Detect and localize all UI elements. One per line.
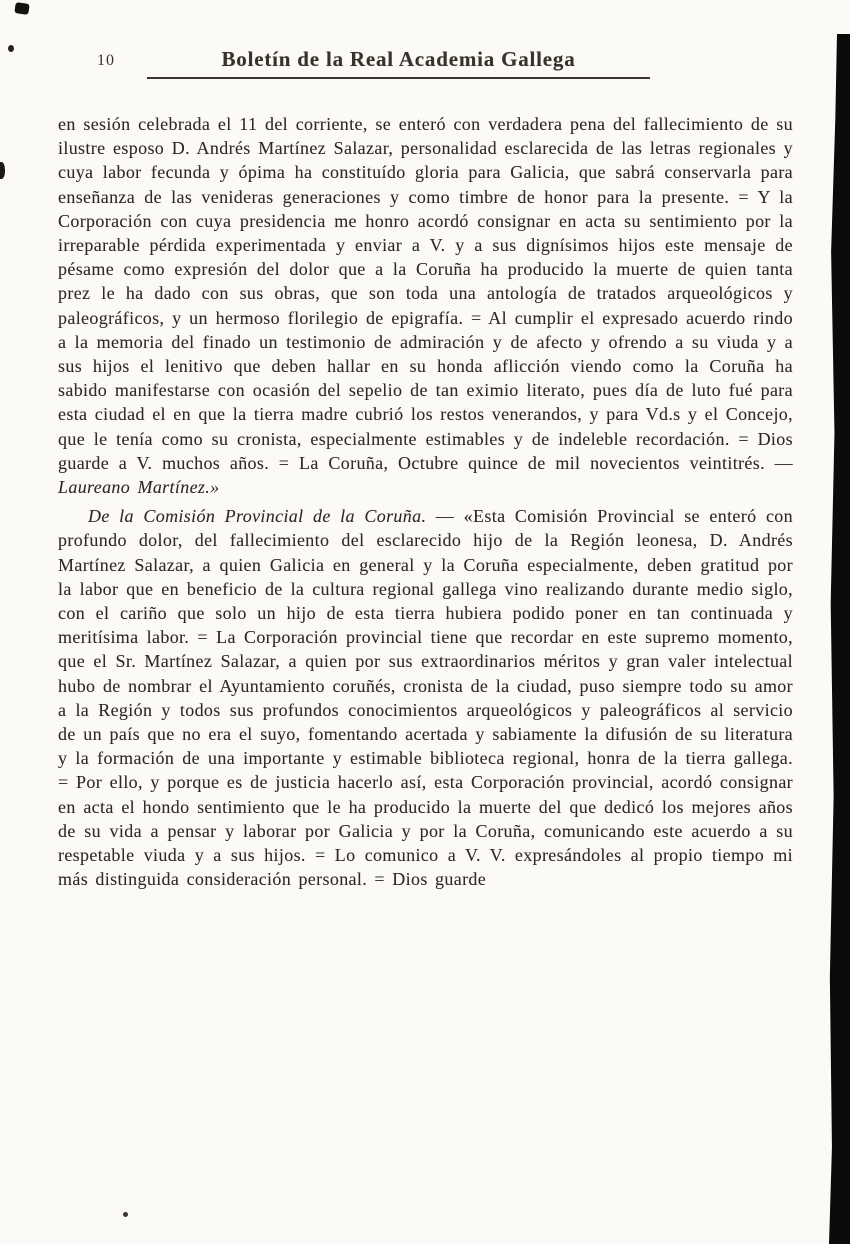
header-block [147,47,650,79]
paragraph-2-text: — «Esta Comisión Provincial se enteró con profundo dolor, del fallecimiento del esclarecido hijo de la Región leonesa, D. Andrés Martínez Salazar, a quien Galicia en general y la Coruña especialmente, deben gratitud por la labor que en beneficio de la cultura regional gallega vino realizando durante medio siglo, con el cariño que solo un hijo de esta tierra hubiera podido poner en tan continuada y meritísima labor. = La Corporación provincial tiene que recordar en este supremo momento, que el Sr. Martínez Salazar, a quien por sus extraordinarios méritos y gran valer intelectual hubo de nombrar el Ayuntamiento coruñés, cronista de la ciudad, puso siempre todo su amor a la Región y todos sus profundos conocimientos arqueológicos y paleográficos al servicio de un país que no era el suyo, fomentando acertada y sabiamente la difusión de su literatura y la formación de una importante y estimable biblioteca regional, honra de la tierra gallega. = Por ello, y porque es de justicia hacerlo así, esta Corporación provincial, acordó consignar en acta el hondo sentimiento que le ha producido la muerte del que dedicó los mejores años de su vida a pensar y laborar por Galicia y por la Coruña, comunicando este acuerdo a su respetable viuda y a sus hijos. = Lo comunico a V. V. expresándoles al propio tiempo mi más distinguida consideración personal. = Dios guarde [58,506,794,890]
paragraph-2-lead: De la Comisión Provincial de la Coruña. [88,506,427,527]
paragraph-2 [58,504,793,891]
page-title: Boletín de la Real Academia Gallega [221,47,576,71]
paragraph-1-text: en sesión celebrada el 11 del corriente, se enteró con verdadera pena del fallecimiento de su ilustre esposo D. Andrés Martínez Salazar, personalidad esclarecida de las letras regionales y cuya labor fecunda y ópima ha constituído gloria para Galicia, que sabrá conservarla para enseñanza de las venideras generaciones y como timbre de honor para la presente. = Y la Corporación con cuya presidencia me honro acordó consignar en acta su sentimiento por la irreparable pérdida experimentada y enviar a V. y a sus dignísimos hijos este mensaje de pésame como expresión del dolor que a la Coruña ha producido la muerte de quien tanta prez le ha dado con sus obras, que son toda una antología de tratados arqueológicos y paleográficos, y un hermoso florilegio de epigrafía. = Al cumplir el expresado acuerdo rindo a la memoria del finado un testimonio de admiración y de afecto y ofrendo a su viuda y a sus hijos el lenitivo que deben hallar en su honda aflicción viendo como la Coruña ha sabido manifestarse con ocasión del sepelio de tan eximio literato, pues día de luto fué para esta ciudad el en que la tierra madre cubrió los restos venerandos, y para Vd.s y el Concejo, que le tenía como su cronista, especialmente estimables y de indeleble recordación. = Dios guarde a V. muchos años. = La Coruña, Octubre quince de mil novecientos veintitrés. — [58,114,793,473]
page-number: 10 [97,52,115,69]
paragraph-1 [58,112,793,499]
scan-speck [0,162,5,179]
page-header [0,0,850,79]
scan-edge-shadow [829,34,850,1244]
paragraph-1-signature: Laureano Martínez.» [58,477,220,498]
page-body [58,112,793,892]
scan-speck [123,1212,128,1217]
